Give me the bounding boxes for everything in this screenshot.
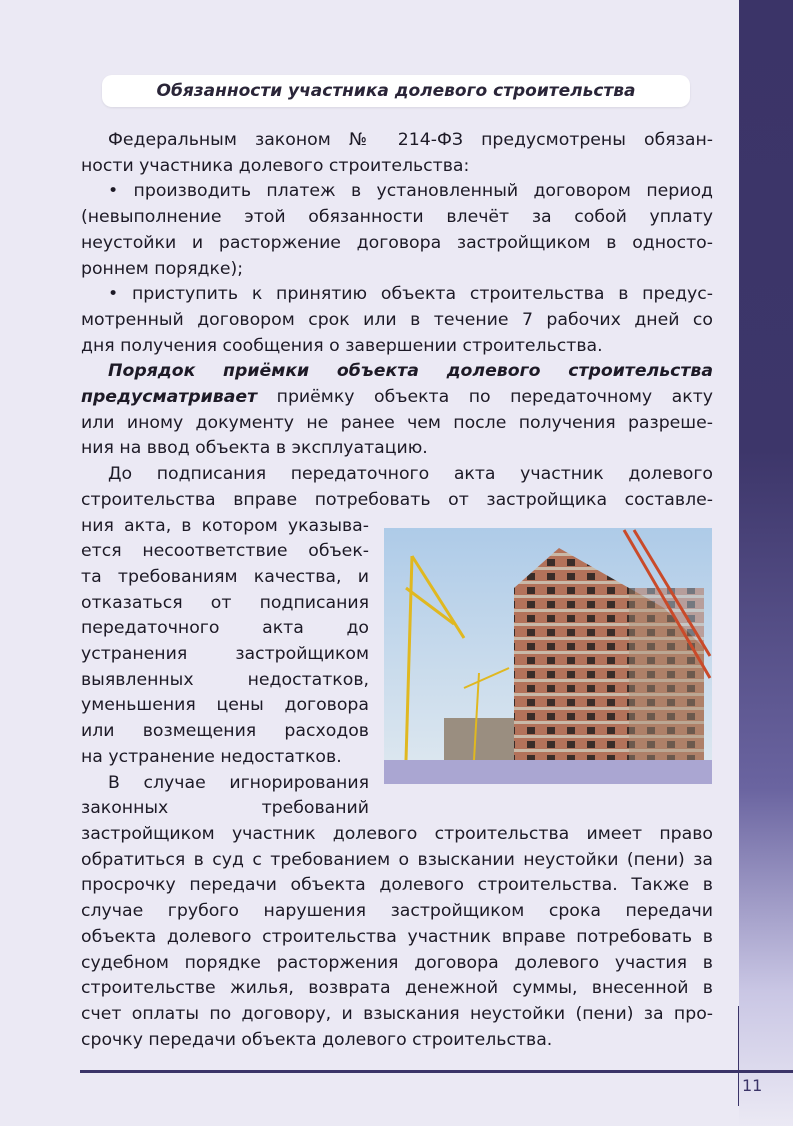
- section-title-box: [102, 75, 690, 107]
- p3-line-2: мотренный договором срок или в течение 7 рабочих дней со: [81, 309, 713, 330]
- p6-line-8: судебном порядке расторжения договора долевого участия в: [81, 952, 713, 973]
- photo-caption-band: [384, 760, 712, 784]
- p5-line-7: передаточного акта до: [81, 618, 369, 639]
- side-decorative-band: [739, 0, 793, 1126]
- p5-line-11: или возмещения расходов: [81, 721, 369, 742]
- p1-line-1: Федеральным законом № 214-ФЗ предусмотрены обязан-: [108, 130, 713, 150]
- page-number: 11: [742, 1076, 763, 1095]
- footer-rule: [80, 1070, 793, 1073]
- tower-side-windows: [629, 588, 704, 760]
- p5-line-12: на устранение недостатков.: [81, 746, 342, 767]
- p5-line-1: До подписания передаточного акта участник долевого: [108, 464, 713, 485]
- p5-line-8: устранения застройщиком: [81, 644, 369, 665]
- section-title: Обязанности участника долевого строительства: [156, 81, 636, 101]
- p6-line-11: срочку передачи объекта долевого строительства.: [81, 1029, 553, 1050]
- p6-line-7: объекта долевого строительства участник вправе потребовать в: [81, 926, 713, 947]
- p5-line-3: ния акта, в котором указыва-: [81, 515, 369, 536]
- construction-photo: [384, 528, 712, 784]
- p4-line-2-rest: приёмку объекта по передаточному акту: [257, 387, 713, 408]
- p4-line-2-bold: предусматривает: [81, 387, 258, 408]
- p5-line-6: отказаться от подписания: [81, 592, 369, 613]
- p2-line-3: неустойки и расторжение договора застройщиком в односто-: [81, 232, 713, 253]
- p6-line-3: застройщиком участник долевого строительства имеет право: [81, 823, 713, 844]
- p3-line-3: дня получения сообщения о завершении строительства.: [81, 335, 603, 356]
- p5-line-4: ется несоответствие объек-: [81, 541, 369, 562]
- p5-line-9: выявленных недостатков,: [81, 669, 369, 690]
- footer-vertical-rule: [738, 1006, 739, 1106]
- p4-line-4: ния на ввод объекта в эксплуатацию.: [81, 438, 428, 459]
- p2-line-2: (невыполнение этой обязанности влечёт за собой уплату: [81, 207, 713, 228]
- tower-building: [514, 548, 629, 760]
- p3-line-1: • приступить к принятию объекта строительства в предус-: [108, 284, 713, 305]
- p6-line-5: просрочку передачи объекта долевого строительства. Также в: [81, 875, 713, 896]
- p5-line-5: та требованиям качества, и: [81, 566, 369, 587]
- p4-line-1: Порядок приёмки объекта долевого строительства: [108, 361, 713, 382]
- p6-line-9: строительстве жилья, возврата денежной суммы, внесенной в: [81, 978, 713, 999]
- p6-line-10: счет оплаты по договору, и взыскания неустойки (пени) за про-: [81, 1003, 713, 1024]
- distant-building: [444, 718, 514, 760]
- p4-line-3: или иному документу не ранее чем после получения разреше-: [81, 412, 713, 433]
- p6-line-6: случае грубого нарушения застройщиком срока передачи: [81, 901, 713, 922]
- p2-line-1: • производить платеж в установленный договором период: [108, 181, 713, 202]
- p6-line-2: законных требований: [81, 798, 369, 819]
- p5-line-10: уменьшения цены договора: [81, 695, 369, 716]
- p5-line-2: строительства вправе потребовать от застройщика составле-: [81, 489, 713, 510]
- p6-line-4: обратиться в суд с требованием о взыскании неустойки (пени) за: [81, 849, 713, 870]
- p4-line-2: [81, 385, 713, 411]
- p2-line-4: роннем порядке);: [81, 258, 244, 279]
- p1-line-2: ности участника долевого строительства:: [81, 155, 470, 176]
- p6-line-1: В случае игнорирования: [108, 772, 369, 793]
